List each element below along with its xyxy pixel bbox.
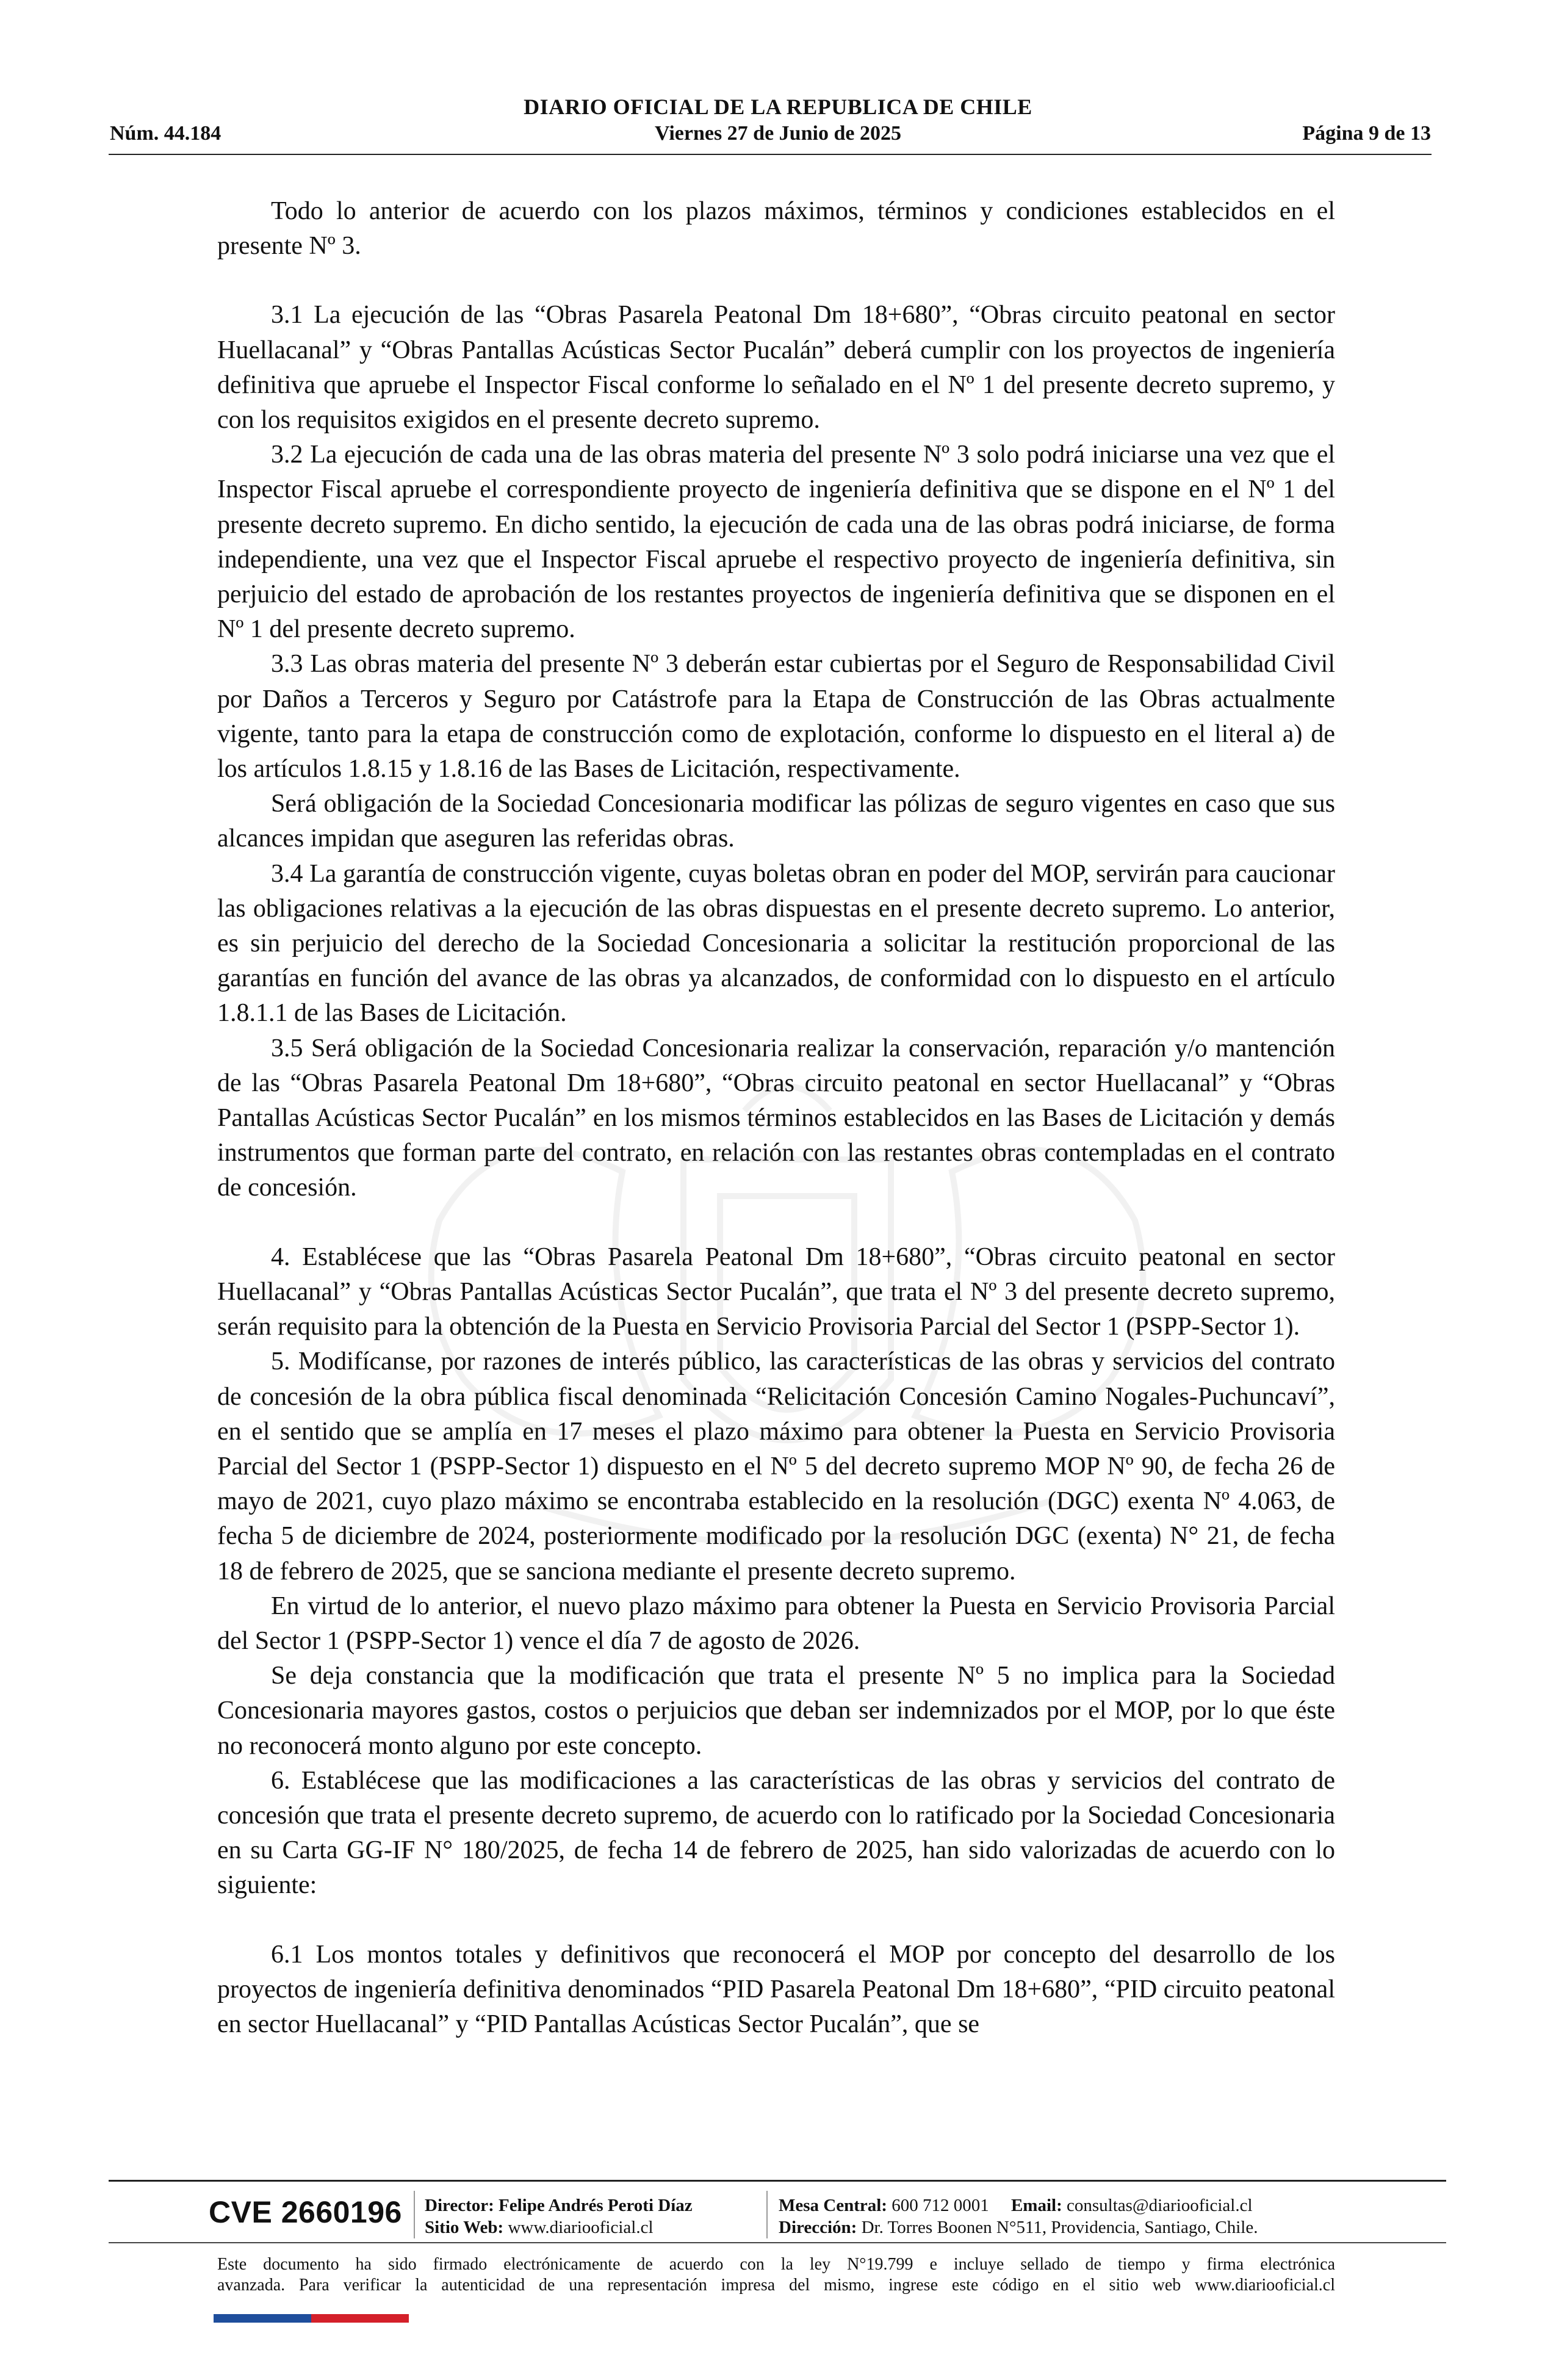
email-link[interactable]: consultas@diariooficial.cl [1067,2196,1253,2215]
site-label: Sitio Web: [425,2218,504,2237]
paragraph: 3.4 La garantía de construcción vigente, cuyas boletas obran en poder del MOP, servirán para caucionar las obligaciones relativas a la ejecución de las obras dispuestas en el presente decreto supremo. Lo anterior, es sin perjuicio del derecho de la Sociedad Concesionaria a solicitar la restitución proporcional de las garantías en función del avance de las obras ya alcanzados, de conformidad con lo dispuesto en el artículo 1.8.1.1 de las Bases de Licitación. [217,859,1335,1028]
site-link[interactable]: www.diariooficial.cl [508,2218,654,2237]
footer-director-block [425,2194,693,2238]
paragraph: 5. Modifícanse, por razones de interés público, las características de las obras y servicios del contrato de concesión de la obra pública fiscal denominada “Relicitación Concesión Camino Nogales-Puchuncaví”, en el sentido que se amplía en 17 meses el plazo máximo para obtener la Puesta en Servicio Provisoria Parcial del Sector 1 (PSPP-Sector 1) dispuesto en el Nº 5 del decreto supremo MOP Nº 90, de fecha 26 de mayo de 2021, cuyo plazo máximo se encontraba establecido en la resolución (DGC) exenta Nº 4.063, de fecha 5 de diciembre de 2024, posteriormente modificado por la resolución DGC (exenta) N° 21, de fecha 18 de febrero de 2025, que se sanciona mediante el presente decreto supremo. [217,1347,1335,1585]
footer-divider-lower [109,2242,1446,2243]
email-label: Email: [1010,2196,1062,2215]
paragraph: 6. Establécese que las modificaciones a las características de las obras y servicios del contrato de concesión que trata el presente decreto supremo, de acuerdo con lo ratificado por la Sociedad Concesionaria en su Carta GG-IF N° 180/2025, de fecha 14 de febrero de 2025, han sido valorizadas de acuerdo con lo siguiente: [217,1766,1335,1900]
paragraph: 3.3 Las obras materia del presente Nº 3 deberán estar cubiertas por el Seguro de Responsabilidad Civil por Daños a Terceros y Seguro por Catástrofe para la Etapa de Construcción de las Obras actualmente vigente, tanto para la etapa de construcción como de explotación, conforme lo dispuesto en el literal a) de los artículos 1.8.15 y 1.8.16 de las Bases de Licitación, respectivamente. [217,650,1335,784]
paragraph: Se deja constancia que la modificación que trata el presente Nº 5 no implica para la Sociedad Concesionaria mayores gastos, costos o perjuicios que deban ser indemnizados por el MOP, por lo que éste no reconocerá monto alguno por este concepto. [217,1662,1335,1760]
paragraph: 3.5 Será obligación de la Sociedad Concesionaria realizar la conservación, reparación y/o mantención de las “Obras Pasarela Peatonal Dm 18+680”, “Obras circuito peatonal en sector Huellacanal” y “Obras Pantallas Acústicas Sector Pucalán” en los mismos términos establecidos en las Bases de Licitación y demás instrumentos que forman parte del contrato, en relación con las restantes obras contempladas en el contrato de concesión. [217,1034,1335,1202]
header-divider [109,154,1432,155]
legal-line: avanzada. Para verificar la autenticidad de una representación impresa del mismo, ingrese este código en el sitio web www.diariooficial.cl [217,2276,1335,2295]
paragraph: Será obligación de la Sociedad Concesionaria modificar las pólizas de seguro vigentes en caso que sus alcances impidan que aseguren las referidas obras. [217,790,1335,853]
legal-notice [217,2254,1335,2296]
director-label: Director: [425,2196,494,2215]
cve-code: CVE 2660196 [209,2195,402,2229]
director-name: Felipe Andrés Peroti Díaz [499,2196,693,2215]
paragraph: 3.1 La ejecución de las “Obras Pasarela Peatonal Dm 18+680”, “Obras circuito peatonal en sector Huellacanal” y “Obras Pantallas Acústicas Sector Pucalán” deberá cumplir con los proyectos de ingeniería definitiva que apruebe el Inspector Fiscal conforme lo señalado en el Nº 1 del presente decreto supremo, y con los requisitos exigidos en el presente decreto supremo. [217,301,1335,435]
mesa-label: Mesa Central: [779,2196,887,2215]
address-label: Dirección: [779,2218,857,2237]
legal-line: Este documento ha sido firmado electrónicamente de acuerdo con la ley N°19.799 e incluye sellado de tiempo y firma electrónica [217,2255,1335,2274]
footer-divider [109,2180,1446,2182]
issue-number: Núm. 44.184 [110,122,222,145]
publication-title: DIARIO OFICIAL DE LA REPUBLICA DE CHILE [524,95,1032,119]
address-value: Dr. Torres Boonen N°511, Providencia, Santiago, Chile. [861,2218,1258,2237]
footer-contact-block [779,2194,1258,2238]
paragraph: En virtud de lo anterior, el nuevo plazo máximo para obtener la Puesta en Servicio Provisoria Parcial del Sector 1 (PSPP-Sector 1) vence el día 7 de agosto de 2026. [217,1592,1335,1655]
paragraph: Todo lo anterior de acuerdo con los plazos máximos, términos y condiciones establecidos en el presente Nº 3. [217,197,1335,261]
mesa-phone: 600 712 0001 [891,2196,989,2215]
page-indicator: Página 9 de 13 [1302,122,1431,145]
flag-blue-segment [214,2314,311,2323]
issue-date: Viernes 27 de Junio de 2025 [655,122,901,145]
paragraph: 4. Establécese que las “Obras Pasarela Peatonal Dm 18+680”, “Obras circuito peatonal en sector Huellacanal” y “Obras Pantallas Acústicas Sector Pucalán”, que trata el Nº 3 del presente decreto supremo, serán requisito para la obtención de la Puesta en Servicio Provisoria Parcial del Sector 1 (PSPP-Sector 1). [217,1242,1335,1341]
document-body [217,194,1335,2042]
flag-red-segment [311,2314,409,2323]
footer-separator [766,2191,768,2238]
paragraph: 6.1 Los montos totales y definitivos que reconocerá el MOP por concepto del desarrollo de los proyectos de ingeniería definitiva denominados “PID Pasarela Peatonal Dm 18+680”, “PID circuito peatonal en sector Huellacanal” y “PID Pantallas Acústicas Sector Pucalán”, que se [217,1940,1335,2038]
footer-separator [414,2191,415,2238]
flag-color-bar [214,2314,409,2323]
paragraph: 3.2 La ejecución de cada una de las obras materia del presente Nº 3 solo podrá iniciarse una vez que el Inspector Fiscal apruebe el correspondiente proyecto de ingeniería definitiva que se dispone en el Nº 1 del presente decreto supremo. En dicho sentido, la ejecución de cada una de las obras podrá iniciarse, de forma independiente, una vez que el Inspector Fiscal apruebe el respectivo proyecto de ingeniería definitiva, sin perjuicio del estado de aprobación de los restantes proyectos de ingeniería definitiva que se disponen en el Nº 1 del presente decreto supremo. [217,441,1335,644]
